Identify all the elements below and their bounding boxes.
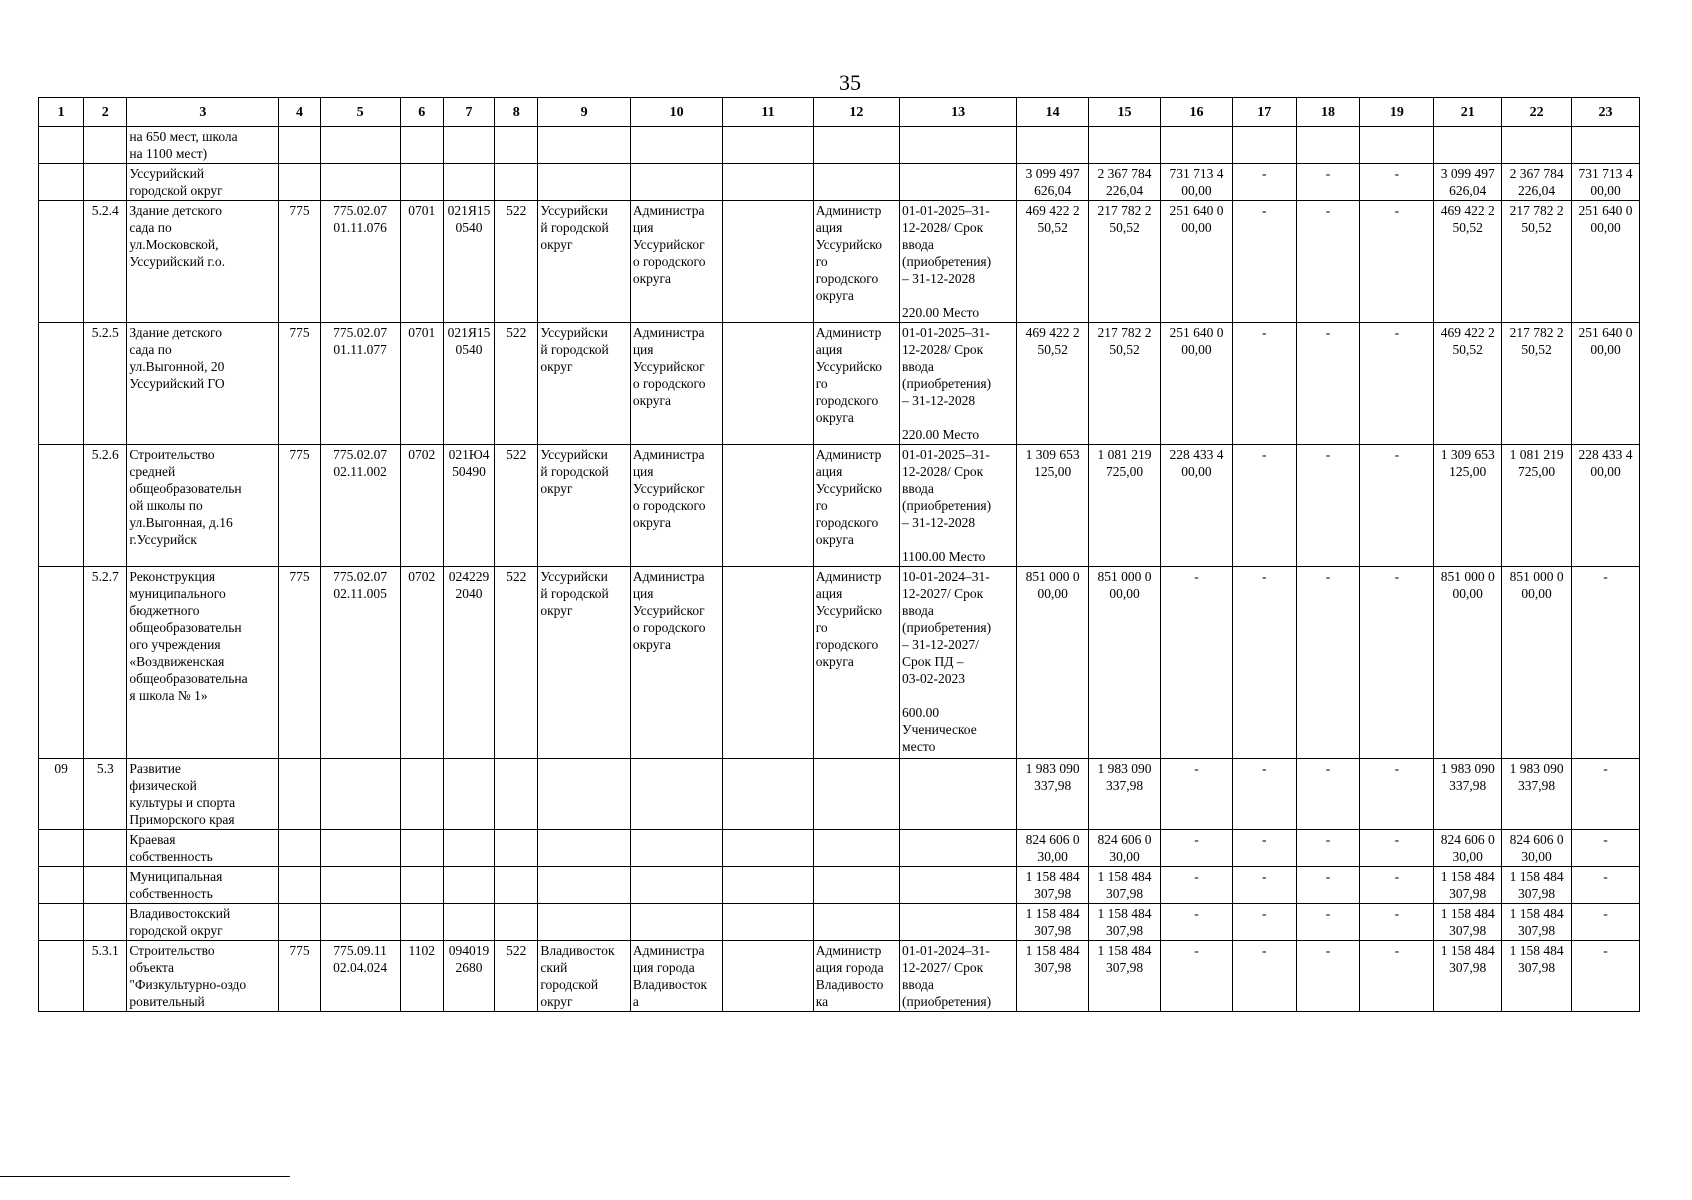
table-cell (723, 567, 813, 759)
table-cell (723, 830, 813, 867)
table-cell: 522 (495, 323, 538, 445)
table-cell (84, 830, 127, 867)
table-cell (723, 323, 813, 445)
table-cell: 5.3.1 (84, 941, 127, 1012)
page-number: 35 (839, 70, 861, 95)
table-cell: 1 309 653 125,00 (1017, 445, 1089, 567)
header-row (39, 98, 1640, 127)
table-cell (279, 759, 320, 830)
table-cell (723, 904, 813, 941)
table-cell: - (1161, 867, 1233, 904)
table-cell: 775 (279, 445, 320, 567)
table-cell (39, 567, 84, 759)
table-cell: на 650 мест, школа на 1100 мест) (127, 127, 279, 164)
table-cell: 01-01-2025–31- 12-2028/ Срок ввода (приобретения) – 31-12-2028 1100.00 Место (900, 445, 1017, 567)
table-cell: 469 422 2 50,52 (1017, 201, 1089, 323)
table-cell: - (1296, 164, 1360, 201)
table-cell (279, 830, 320, 867)
table-cell (813, 164, 899, 201)
table-cell: - (1296, 323, 1360, 445)
table-cell: 522 (495, 567, 538, 759)
table-cell (400, 759, 443, 830)
table-cell: Уссурийски й городской округ (538, 201, 630, 323)
table-cell: 10-01-2024–31- 12-2027/ Срок ввода (приобретения) – 31-12-2027/ Срок ПД – 03-02-2023 600.00 Ученическое место (900, 567, 1017, 759)
table-cell: 824 606 0 30,00 (1434, 830, 1502, 867)
table-row (39, 941, 1640, 1012)
table-cell (443, 830, 494, 867)
table-cell: - (1232, 904, 1296, 941)
table-cell (400, 904, 443, 941)
table-cell (400, 164, 443, 201)
table-cell (630, 127, 722, 164)
table-cell (443, 127, 494, 164)
table-cell: 2 367 784 226,04 (1089, 164, 1161, 201)
column-header: 19 (1360, 98, 1434, 127)
table-cell: Администр ация города Владивосто ка (813, 941, 899, 1012)
table-cell: 3 099 497 626,04 (1017, 164, 1089, 201)
table-cell (1232, 127, 1296, 164)
table-cell (84, 867, 127, 904)
table-cell: Администр ация Уссурийско го городского округа (813, 323, 899, 445)
table-cell: 1 158 484 307,98 (1017, 867, 1089, 904)
table-cell: Строительство средней общеобразовательн ой школы по ул.Выгонная, д.16 г.Уссурийск (127, 445, 279, 567)
table-cell: - (1296, 567, 1360, 759)
table-cell: 775.02.07 02.11.005 (320, 567, 400, 759)
column-header: 18 (1296, 98, 1360, 127)
table-row (39, 445, 1640, 567)
table-cell (900, 867, 1017, 904)
table-cell: 1 158 484 307,98 (1017, 941, 1089, 1012)
column-header: 22 (1502, 98, 1572, 127)
table-cell: - (1161, 941, 1233, 1012)
table-row (39, 127, 1640, 164)
table-row (39, 904, 1640, 941)
table-cell: Краевая собственность (127, 830, 279, 867)
column-header: 1 (39, 98, 84, 127)
table-cell: 021Я15 0540 (443, 323, 494, 445)
table-cell (723, 867, 813, 904)
table-cell: Администр ация Уссурийско го городского округа (813, 201, 899, 323)
table-cell: - (1296, 904, 1360, 941)
table-cell (538, 164, 630, 201)
table-cell: 1 081 219 725,00 (1502, 445, 1572, 567)
table-cell (723, 445, 813, 567)
table-cell: - (1232, 941, 1296, 1012)
table-cell: Реконструкция муниципального бюджетного общеобразовательн ого учреждения «Воздвиженская общеобразовательна я школа № 1» (127, 567, 279, 759)
table-cell: 1 158 484 307,98 (1089, 904, 1161, 941)
table-cell: Муниципальная собственность (127, 867, 279, 904)
table-cell (900, 759, 1017, 830)
table-cell: 09 (39, 759, 84, 830)
table-cell: - (1360, 445, 1434, 567)
table-cell: Администр ация Уссурийско го городского округа (813, 445, 899, 567)
table-cell (39, 445, 84, 567)
table-cell: 5.2.6 (84, 445, 127, 567)
column-header: 10 (630, 98, 722, 127)
table-cell: 1 158 484 307,98 (1434, 867, 1502, 904)
table-cell: 094019 2680 (443, 941, 494, 1012)
table-cell (84, 164, 127, 201)
footnote-rule (0, 1176, 290, 1177)
table-cell (39, 201, 84, 323)
table-cell: Владивостокский городской округ (127, 904, 279, 941)
table-cell: - (1232, 830, 1296, 867)
table-cell (495, 830, 538, 867)
table-cell: 0702 (400, 567, 443, 759)
table-cell: 522 (495, 445, 538, 567)
table-cell: 251 640 0 00,00 (1161, 323, 1233, 445)
column-header: 9 (538, 98, 630, 127)
table-cell: 5.3 (84, 759, 127, 830)
table-cell: - (1360, 164, 1434, 201)
column-header: 16 (1161, 98, 1233, 127)
table-cell (495, 127, 538, 164)
table-cell (1502, 127, 1572, 164)
table-cell (495, 164, 538, 201)
table-cell: - (1232, 445, 1296, 567)
table-cell: 851 000 0 00,00 (1089, 567, 1161, 759)
table-cell: 5.2.5 (84, 323, 127, 445)
table-cell: 824 606 0 30,00 (1089, 830, 1161, 867)
table-cell (443, 759, 494, 830)
table-cell: 021Ю4 50490 (443, 445, 494, 567)
table-cell (813, 830, 899, 867)
table-cell (538, 867, 630, 904)
column-header: 12 (813, 98, 899, 127)
column-header: 15 (1089, 98, 1161, 127)
table-cell: Здание детского сада по ул.Московской, Уссурийский г.о. (127, 201, 279, 323)
table-cell: 851 000 0 00,00 (1017, 567, 1089, 759)
table-cell: 251 640 0 00,00 (1161, 201, 1233, 323)
table-cell: - (1572, 867, 1640, 904)
table-cell: 824 606 0 30,00 (1502, 830, 1572, 867)
table-cell (495, 867, 538, 904)
table-cell (39, 830, 84, 867)
table-cell (813, 759, 899, 830)
table-cell: 024229 2040 (443, 567, 494, 759)
table-cell (723, 127, 813, 164)
table-cell: 1 158 484 307,98 (1089, 867, 1161, 904)
table-cell: 1 158 484 307,98 (1434, 941, 1502, 1012)
table-cell: 469 422 2 50,52 (1434, 201, 1502, 323)
table-cell (813, 867, 899, 904)
table-cell: - (1360, 867, 1434, 904)
table-cell (320, 164, 400, 201)
table-cell: Здание детского сада по ул.Выгонной, 20 Уссурийский ГО (127, 323, 279, 445)
table-cell: 1 309 653 125,00 (1434, 445, 1502, 567)
table-cell: 217 782 2 50,52 (1502, 323, 1572, 445)
table-cell (279, 164, 320, 201)
table-cell: Владивосток ский городской округ (538, 941, 630, 1012)
column-header: 6 (400, 98, 443, 127)
table-cell: 775 (279, 567, 320, 759)
table-cell (723, 941, 813, 1012)
table-cell: 217 782 2 50,52 (1089, 201, 1161, 323)
table-cell: - (1232, 567, 1296, 759)
table-row (39, 201, 1640, 323)
table-cell: - (1161, 830, 1233, 867)
table-cell: - (1360, 941, 1434, 1012)
table-cell: Администра ция города Владивосток а (630, 941, 722, 1012)
table-cell (320, 127, 400, 164)
column-header: 21 (1434, 98, 1502, 127)
table-cell: Уссурийски й городской округ (538, 445, 630, 567)
table-cell: 775.02.07 01.11.077 (320, 323, 400, 445)
table-cell (630, 830, 722, 867)
table-cell (320, 830, 400, 867)
budget-table (38, 97, 1640, 1012)
table-cell: - (1161, 759, 1233, 830)
table-cell: 731 713 4 00,00 (1572, 164, 1640, 201)
table-row (39, 830, 1640, 867)
table-cell (630, 759, 722, 830)
table-cell (1017, 127, 1089, 164)
table-cell: 775 (279, 201, 320, 323)
table-cell: Развитие физической культуры и спорта Приморского края (127, 759, 279, 830)
table-cell: Администра ция Уссурийског о городского округа (630, 323, 722, 445)
table-cell: 1 158 484 307,98 (1502, 941, 1572, 1012)
table-cell (443, 867, 494, 904)
table-cell: Уссурийски й городской округ (538, 323, 630, 445)
table-cell (400, 867, 443, 904)
table-cell: 1 158 484 307,98 (1502, 867, 1572, 904)
table-cell: Уссурийский городской округ (127, 164, 279, 201)
table-cell (900, 127, 1017, 164)
table-cell: 775.09.11 02.04.024 (320, 941, 400, 1012)
table-cell (900, 904, 1017, 941)
column-header: 2 (84, 98, 127, 127)
table-cell: - (1572, 830, 1640, 867)
table-cell: - (1296, 941, 1360, 1012)
table-cell: - (1296, 445, 1360, 567)
table-cell (630, 867, 722, 904)
table-cell: - (1360, 759, 1434, 830)
table-cell (723, 201, 813, 323)
table-cell (1089, 127, 1161, 164)
table-cell (320, 904, 400, 941)
table-cell (1360, 127, 1434, 164)
table-row (39, 867, 1640, 904)
table-cell: 775 (279, 941, 320, 1012)
column-header: 5 (320, 98, 400, 127)
table-cell (1434, 127, 1502, 164)
table-cell: 251 640 0 00,00 (1572, 323, 1640, 445)
table-cell: Администра ция Уссурийског о городского округа (630, 567, 722, 759)
table-cell (39, 904, 84, 941)
table-cell: 775.02.07 02.11.002 (320, 445, 400, 567)
table-row (39, 164, 1640, 201)
table-cell (1296, 127, 1360, 164)
table-cell: 228 433 4 00,00 (1572, 445, 1640, 567)
table-cell: - (1572, 904, 1640, 941)
table-cell (495, 904, 538, 941)
table-cell: 0702 (400, 445, 443, 567)
table-cell: - (1296, 830, 1360, 867)
table-cell (320, 759, 400, 830)
table-cell: Строительство объекта "Физкультурно-оздо ровительный (127, 941, 279, 1012)
table-cell (813, 127, 899, 164)
table-cell: - (1161, 904, 1233, 941)
table-cell: 469 422 2 50,52 (1017, 323, 1089, 445)
table-cell: 228 433 4 00,00 (1161, 445, 1233, 567)
column-header: 8 (495, 98, 538, 127)
table-cell (630, 904, 722, 941)
table-cell: - (1232, 201, 1296, 323)
table-row (39, 567, 1640, 759)
table-cell (723, 164, 813, 201)
column-header: 7 (443, 98, 494, 127)
column-header: 11 (723, 98, 813, 127)
column-header: 17 (1232, 98, 1296, 127)
table-cell: 1 158 484 307,98 (1089, 941, 1161, 1012)
table-cell (39, 323, 84, 445)
table-cell: 522 (495, 201, 538, 323)
table-cell (723, 759, 813, 830)
table-cell: 1 983 090 337,98 (1089, 759, 1161, 830)
table-cell (84, 904, 127, 941)
table-cell: - (1296, 201, 1360, 323)
table-cell: - (1572, 941, 1640, 1012)
table-cell: 5.2.7 (84, 567, 127, 759)
table-cell: - (1296, 759, 1360, 830)
table-cell: 1 983 090 337,98 (1434, 759, 1502, 830)
table-cell: 1 158 484 307,98 (1434, 904, 1502, 941)
column-header: 4 (279, 98, 320, 127)
table-cell: 5.2.4 (84, 201, 127, 323)
table-cell (279, 904, 320, 941)
table-cell (400, 830, 443, 867)
table-cell: 217 782 2 50,52 (1089, 323, 1161, 445)
table-cell: - (1232, 759, 1296, 830)
table-cell: - (1161, 567, 1233, 759)
table-cell (1161, 127, 1233, 164)
table-cell: Администра ция Уссурийског о городского округа (630, 201, 722, 323)
table-cell (538, 759, 630, 830)
table-cell: 2 367 784 226,04 (1502, 164, 1572, 201)
table-cell: 0701 (400, 323, 443, 445)
table-cell: 251 640 0 00,00 (1572, 201, 1640, 323)
table-cell (84, 127, 127, 164)
table-cell: 1 983 090 337,98 (1017, 759, 1089, 830)
table-cell: 469 422 2 50,52 (1434, 323, 1502, 445)
table-cell: 1 983 090 337,98 (1502, 759, 1572, 830)
table-cell: - (1232, 164, 1296, 201)
table-cell (279, 127, 320, 164)
table-cell: Администра ция Уссурийског о городского округа (630, 445, 722, 567)
table-row (39, 759, 1640, 830)
table-cell (443, 904, 494, 941)
table-cell: 1102 (400, 941, 443, 1012)
table-cell: 01-01-2025–31- 12-2028/ Срок ввода (приобретения) – 31-12-2028 220.00 Место (900, 323, 1017, 445)
table-cell: 522 (495, 941, 538, 1012)
table-cell (495, 759, 538, 830)
table-cell: Администр ация Уссурийско го городского округа (813, 567, 899, 759)
table-cell (900, 164, 1017, 201)
table-cell: - (1296, 867, 1360, 904)
table-cell (320, 867, 400, 904)
table-cell (39, 941, 84, 1012)
table-cell: 824 606 0 30,00 (1017, 830, 1089, 867)
table-cell (900, 830, 1017, 867)
table-cell: 851 000 0 00,00 (1434, 567, 1502, 759)
table-cell: 3 099 497 626,04 (1434, 164, 1502, 201)
table-cell: - (1360, 830, 1434, 867)
table-cell (39, 164, 84, 201)
table-cell: 0701 (400, 201, 443, 323)
table-row (39, 323, 1640, 445)
table-cell: 1 081 219 725,00 (1089, 445, 1161, 567)
table-cell: - (1360, 201, 1434, 323)
table-cell: 021Я15 0540 (443, 201, 494, 323)
table-cell: 1 158 484 307,98 (1017, 904, 1089, 941)
table-cell: - (1360, 904, 1434, 941)
table-cell: 1 158 484 307,98 (1502, 904, 1572, 941)
table-cell: 01-01-2024–31- 12-2027/ Срок ввода (приобретения) (900, 941, 1017, 1012)
table-cell (443, 164, 494, 201)
table-cell (400, 127, 443, 164)
table-cell: - (1232, 867, 1296, 904)
column-header: 13 (900, 98, 1017, 127)
column-header: 14 (1017, 98, 1089, 127)
table-cell: 01-01-2025–31- 12-2028/ Срок ввода (приобретения) – 31-12-2028 220.00 Место (900, 201, 1017, 323)
table-cell: 851 000 0 00,00 (1502, 567, 1572, 759)
table-cell: - (1572, 759, 1640, 830)
column-header: 3 (127, 98, 279, 127)
table-cell (279, 867, 320, 904)
table-cell (630, 164, 722, 201)
table-cell (813, 904, 899, 941)
table-cell: 775.02.07 01.11.076 (320, 201, 400, 323)
column-header: 23 (1572, 98, 1640, 127)
table-cell: - (1572, 567, 1640, 759)
table-cell: Уссурийски й городской округ (538, 567, 630, 759)
table-cell: 217 782 2 50,52 (1502, 201, 1572, 323)
table-cell (538, 830, 630, 867)
table-cell (39, 867, 84, 904)
table-cell (1572, 127, 1640, 164)
table-cell: - (1360, 567, 1434, 759)
table-cell (538, 904, 630, 941)
table-cell: - (1360, 323, 1434, 445)
table-cell (538, 127, 630, 164)
table-cell: - (1232, 323, 1296, 445)
table-cell: 775 (279, 323, 320, 445)
table-cell (39, 127, 84, 164)
table-cell: 731 713 4 00,00 (1161, 164, 1233, 201)
